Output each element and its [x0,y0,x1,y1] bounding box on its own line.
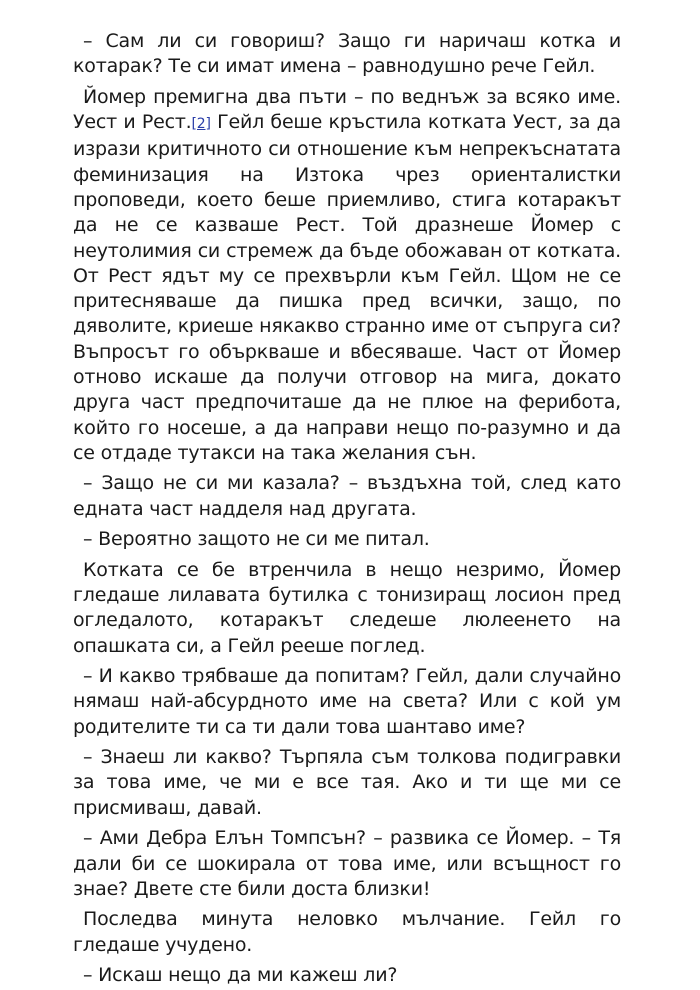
paragraph-9: Последва минута неловко мълчание. Гейл го гледаше учудено. [73,908,621,956]
paragraph-5: Котката се бе втренчила в нещо незримо, Йомер гледаше лилавата бутилка с тонизиращ лосион пред огледалото, котаракът следеше люлеенето на опашката си, а Гейл рееше поглед. [73,558,621,657]
paragraph-3: – Защо не си ми казала? – въздъхна той, след като едната част надделя над другата. [73,472,621,520]
paragraph-8: – Ами Дебра Елън Томпсън? – развика се Йомер. – Тя дали би се шокирала от това име, или всъщност го знае? Двете сте били доста близки! [73,827,621,900]
paragraph-4: – Вероятно защото не си ме питал. [83,528,430,551]
paragraph-1: – Сам ли си говориш? Защо ги наричаш котка и котарак? Те си имат имена – равнодушно рече Гейл. [73,30,621,78]
paragraph-7: – Знаеш ли какво? Търпяла съм толкова подигравки за това име, че ми е все тая. Ако и ти ще ми се присмиваш, давай. [73,746,621,819]
paragraph-2 [73,85,621,466]
footnote-link[interactable]: [2] [191,116,211,133]
paragraph-10: – Искаш нещо да ми кажеш ли? [83,964,398,987]
paragraph-2-text-before: Йомер премигна два пъти – по веднъж за всяко име. Уест и Рест. [73,85,621,134]
paragraph-2-text-after: Гейл беше кръстила котката Уест, за да изрази критичното си отношение към непрекъснатата феминизация на Изтока чрез ориенталистки проповеди, което беше приемливо, стига котаракът да не се казваше Рест. Той дразнеше Йомер с неутолимия си стремеж да бъде обожаван от котката. От Рест ядът му се прехвърли към Гейл. Щом не се притесняваше да пишка пред всички, защо, по дяволите, криеше някакво странно име от съпруга си? Въпросът го объркваше и вбесяваше. Част от Йомер отново искаше да получи отговор на мига, докато друга част предпочиташе да не плюе на ферибота, който го носеше, а да направи нещо по-разумно и да се отдаде тутакси на така желания сън. [73,111,621,464]
book-page [73,29,621,988]
paragraph-6: – И какво трябваше да попитам? Гейл, дали случайно нямаш най-абсурдното име на света? Или с кой ум родителите ти са ти дали това шантаво име? [73,665,621,738]
